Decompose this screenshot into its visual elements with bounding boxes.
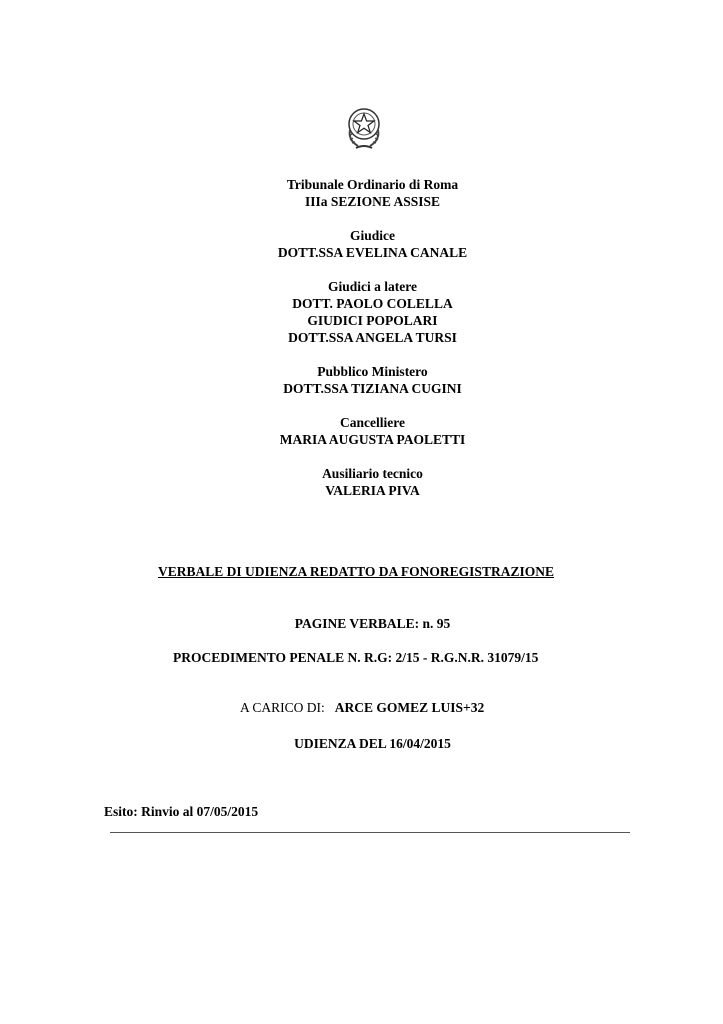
prosecutor-name: DOTT.SSA TIZIANA CUGINI (283, 381, 462, 396)
clerk-label: Cancelliere (340, 415, 405, 430)
defendant-line (240, 700, 484, 716)
header-block (0, 176, 723, 499)
side-judges-label: Giudici a latere (328, 279, 417, 294)
defendant-value: ARCE GOMEZ LUIS+32 (334, 700, 485, 715)
document-title: VERBALE DI UDIENZA REDATTO DA FONOREGISTRAZIONE (158, 564, 554, 579)
hearing-date: UDIENZA DEL 16/04/2015 (294, 736, 451, 751)
prosecutor-label: Pubblico Ministero (317, 364, 428, 379)
page-count: PAGINE VERBALE: n. 95 (294, 616, 451, 631)
court-section: IIIa SEZIONE ASSISE (304, 194, 441, 209)
side-judge-3: DOTT.SSA ANGELA TURSI (288, 330, 457, 345)
divider-line (110, 832, 630, 833)
proceeding-number: PROCEDIMENTO PENALE N. R.G: 2/15 - R.G.N.R. 31079/15 (173, 650, 539, 665)
clerk-name: MARIA AUGUSTA PAOLETTI (279, 432, 466, 447)
judge-label: Giudice (349, 228, 395, 243)
court-name: Tribunale Ordinario di Roma (286, 177, 459, 192)
italian-republic-emblem-icon (344, 104, 384, 152)
tech-label: Ausiliario tecnico (322, 466, 423, 481)
tech-name: VALERIA PIVA (325, 483, 420, 498)
side-judge-1: DOTT. PAOLO COLELLA (292, 296, 453, 311)
defendant-label: A CARICO DI: (240, 700, 325, 715)
outcome: Esito: Rinvio al 07/05/2015 (104, 804, 259, 819)
side-judge-2: GIUDICI POPOLARI (307, 313, 438, 328)
judge-name: DOTT.SSA EVELINA CANALE (277, 245, 468, 260)
